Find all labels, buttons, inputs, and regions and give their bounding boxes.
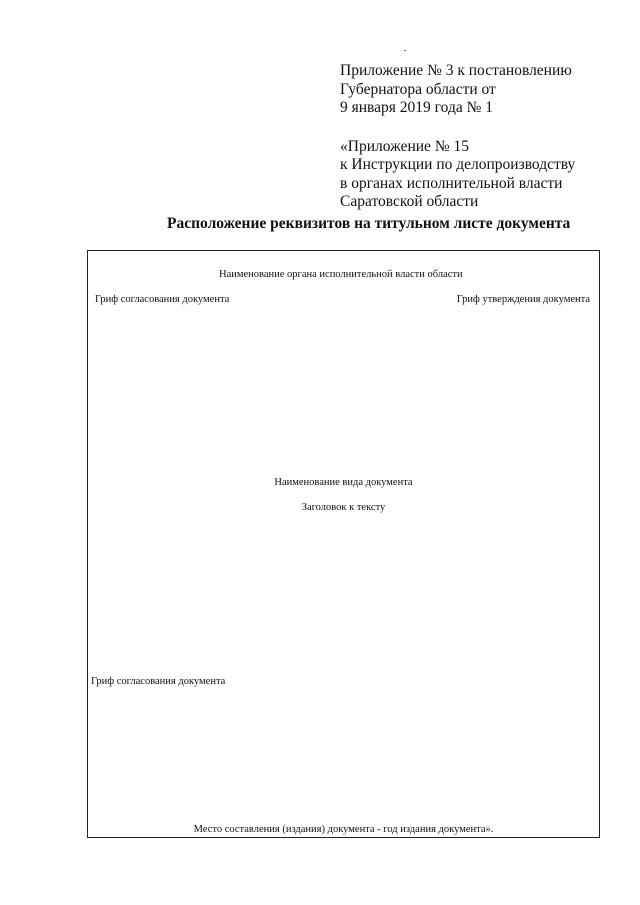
appendix-line-6: в органах исполнительной власти — [340, 174, 563, 192]
header-spacer — [340, 118, 600, 138]
appendix-line-3: 9 января 2019 года № 1 — [340, 99, 494, 116]
approval-stamp-bottom: Гриф согласования документа — [91, 676, 226, 687]
appendix-line-1: Приложение № 3 к постановлению — [340, 62, 572, 79]
document-kind-label: Наименование вида документа — [274, 477, 413, 488]
title-page-frame — [87, 250, 600, 838]
appendix-header — [340, 62, 600, 212]
document-title-text: Расположение реквизитов на титульном листе документа — [167, 215, 571, 232]
appendix-line-7: Саратовской области — [340, 193, 479, 210]
place-year-label: Место составления (издания) документа - год издания документа». — [193, 824, 494, 835]
approval-stamp-left: Гриф согласования документа — [95, 294, 230, 305]
approval-stamp-right: Гриф утверждения документа — [456, 294, 590, 305]
appendix-line-2: Губернатора области от — [340, 80, 496, 98]
text-heading-label: Заголовок к тексту — [301, 502, 386, 513]
scan-speck — [404, 50, 406, 51]
appendix-line-5: к Инструкции по делопроизводству — [340, 156, 576, 173]
org-name-label: Наименование органа исполнительной власти области — [219, 269, 463, 280]
appendix-line-4: «Приложение № 15 — [340, 137, 469, 155]
